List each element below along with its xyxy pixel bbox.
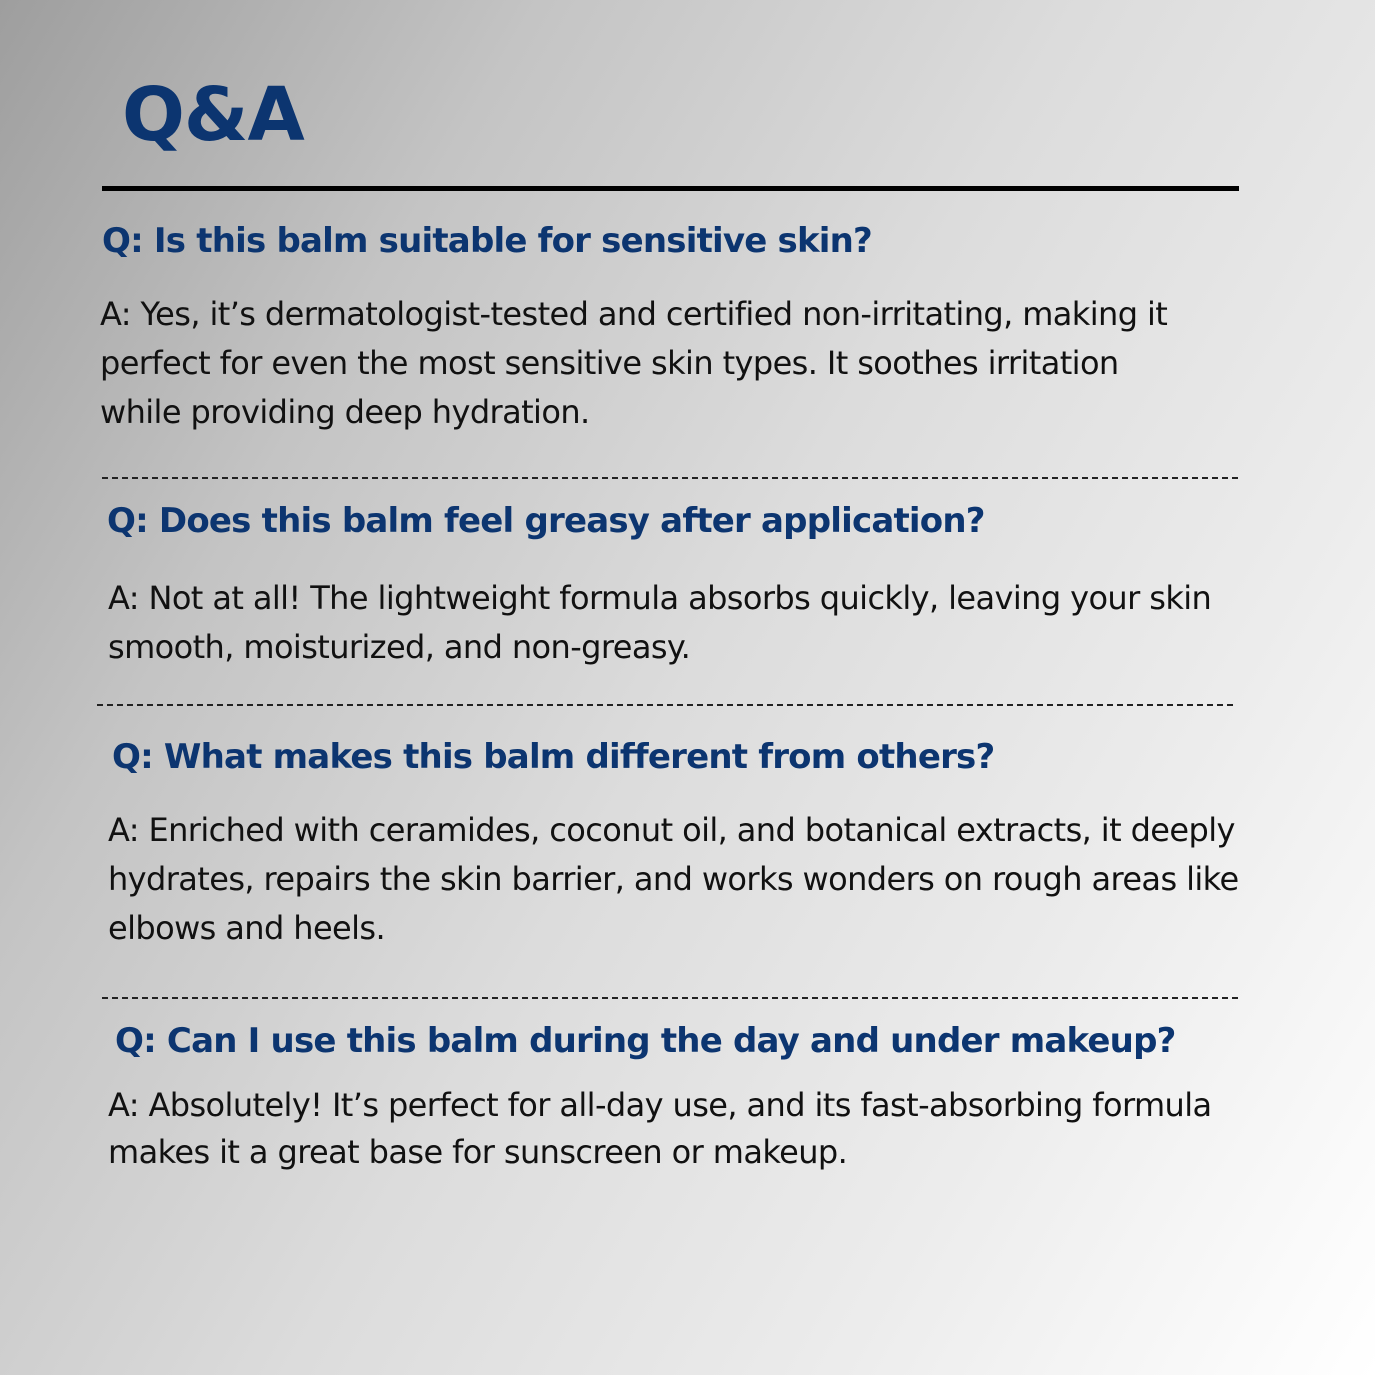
- faq-answer-4: A: Absolutely! It’s perfect for all-day use, and its fast-absorbing formula makes it a great base for sunscreen or makeup.: [108, 1086, 1212, 1171]
- page-title: Q&A: [122, 72, 304, 158]
- dashed-divider-2: [97, 704, 1233, 706]
- faq-question-1: Q: Is this balm suitable for sensitive skin?: [102, 221, 872, 261]
- dashed-divider-1: [102, 477, 1238, 479]
- faq-question-2: Q: Does this balm feel greasy after application?: [107, 501, 985, 541]
- faq-question-3: Q: What makes this balm different from others?: [112, 737, 995, 777]
- faq-answer-3: A: Enriched with ceramides, coconut oil, and botanical extracts, it deeply hydrates, repairs the skin barrier, and works wonders on rough areas like elbows and heels.: [108, 811, 1239, 947]
- faq-answer-2: A: Not at all! The lightweight formula absorbs quickly, leaving your skin smooth, moisturized, and non-greasy.: [108, 579, 1212, 666]
- faq-answer-1: A: Yes, it’s dermatologist-tested and certified non-irritating, making it perfect for even the most sensitive skin types. It soothes irritation while providing deep hydration.: [100, 295, 1168, 431]
- title-divider: [102, 186, 1239, 191]
- faq-question-4: Q: Can I use this balm during the day and under makeup?: [115, 1021, 1176, 1061]
- dashed-divider-3: [102, 997, 1238, 999]
